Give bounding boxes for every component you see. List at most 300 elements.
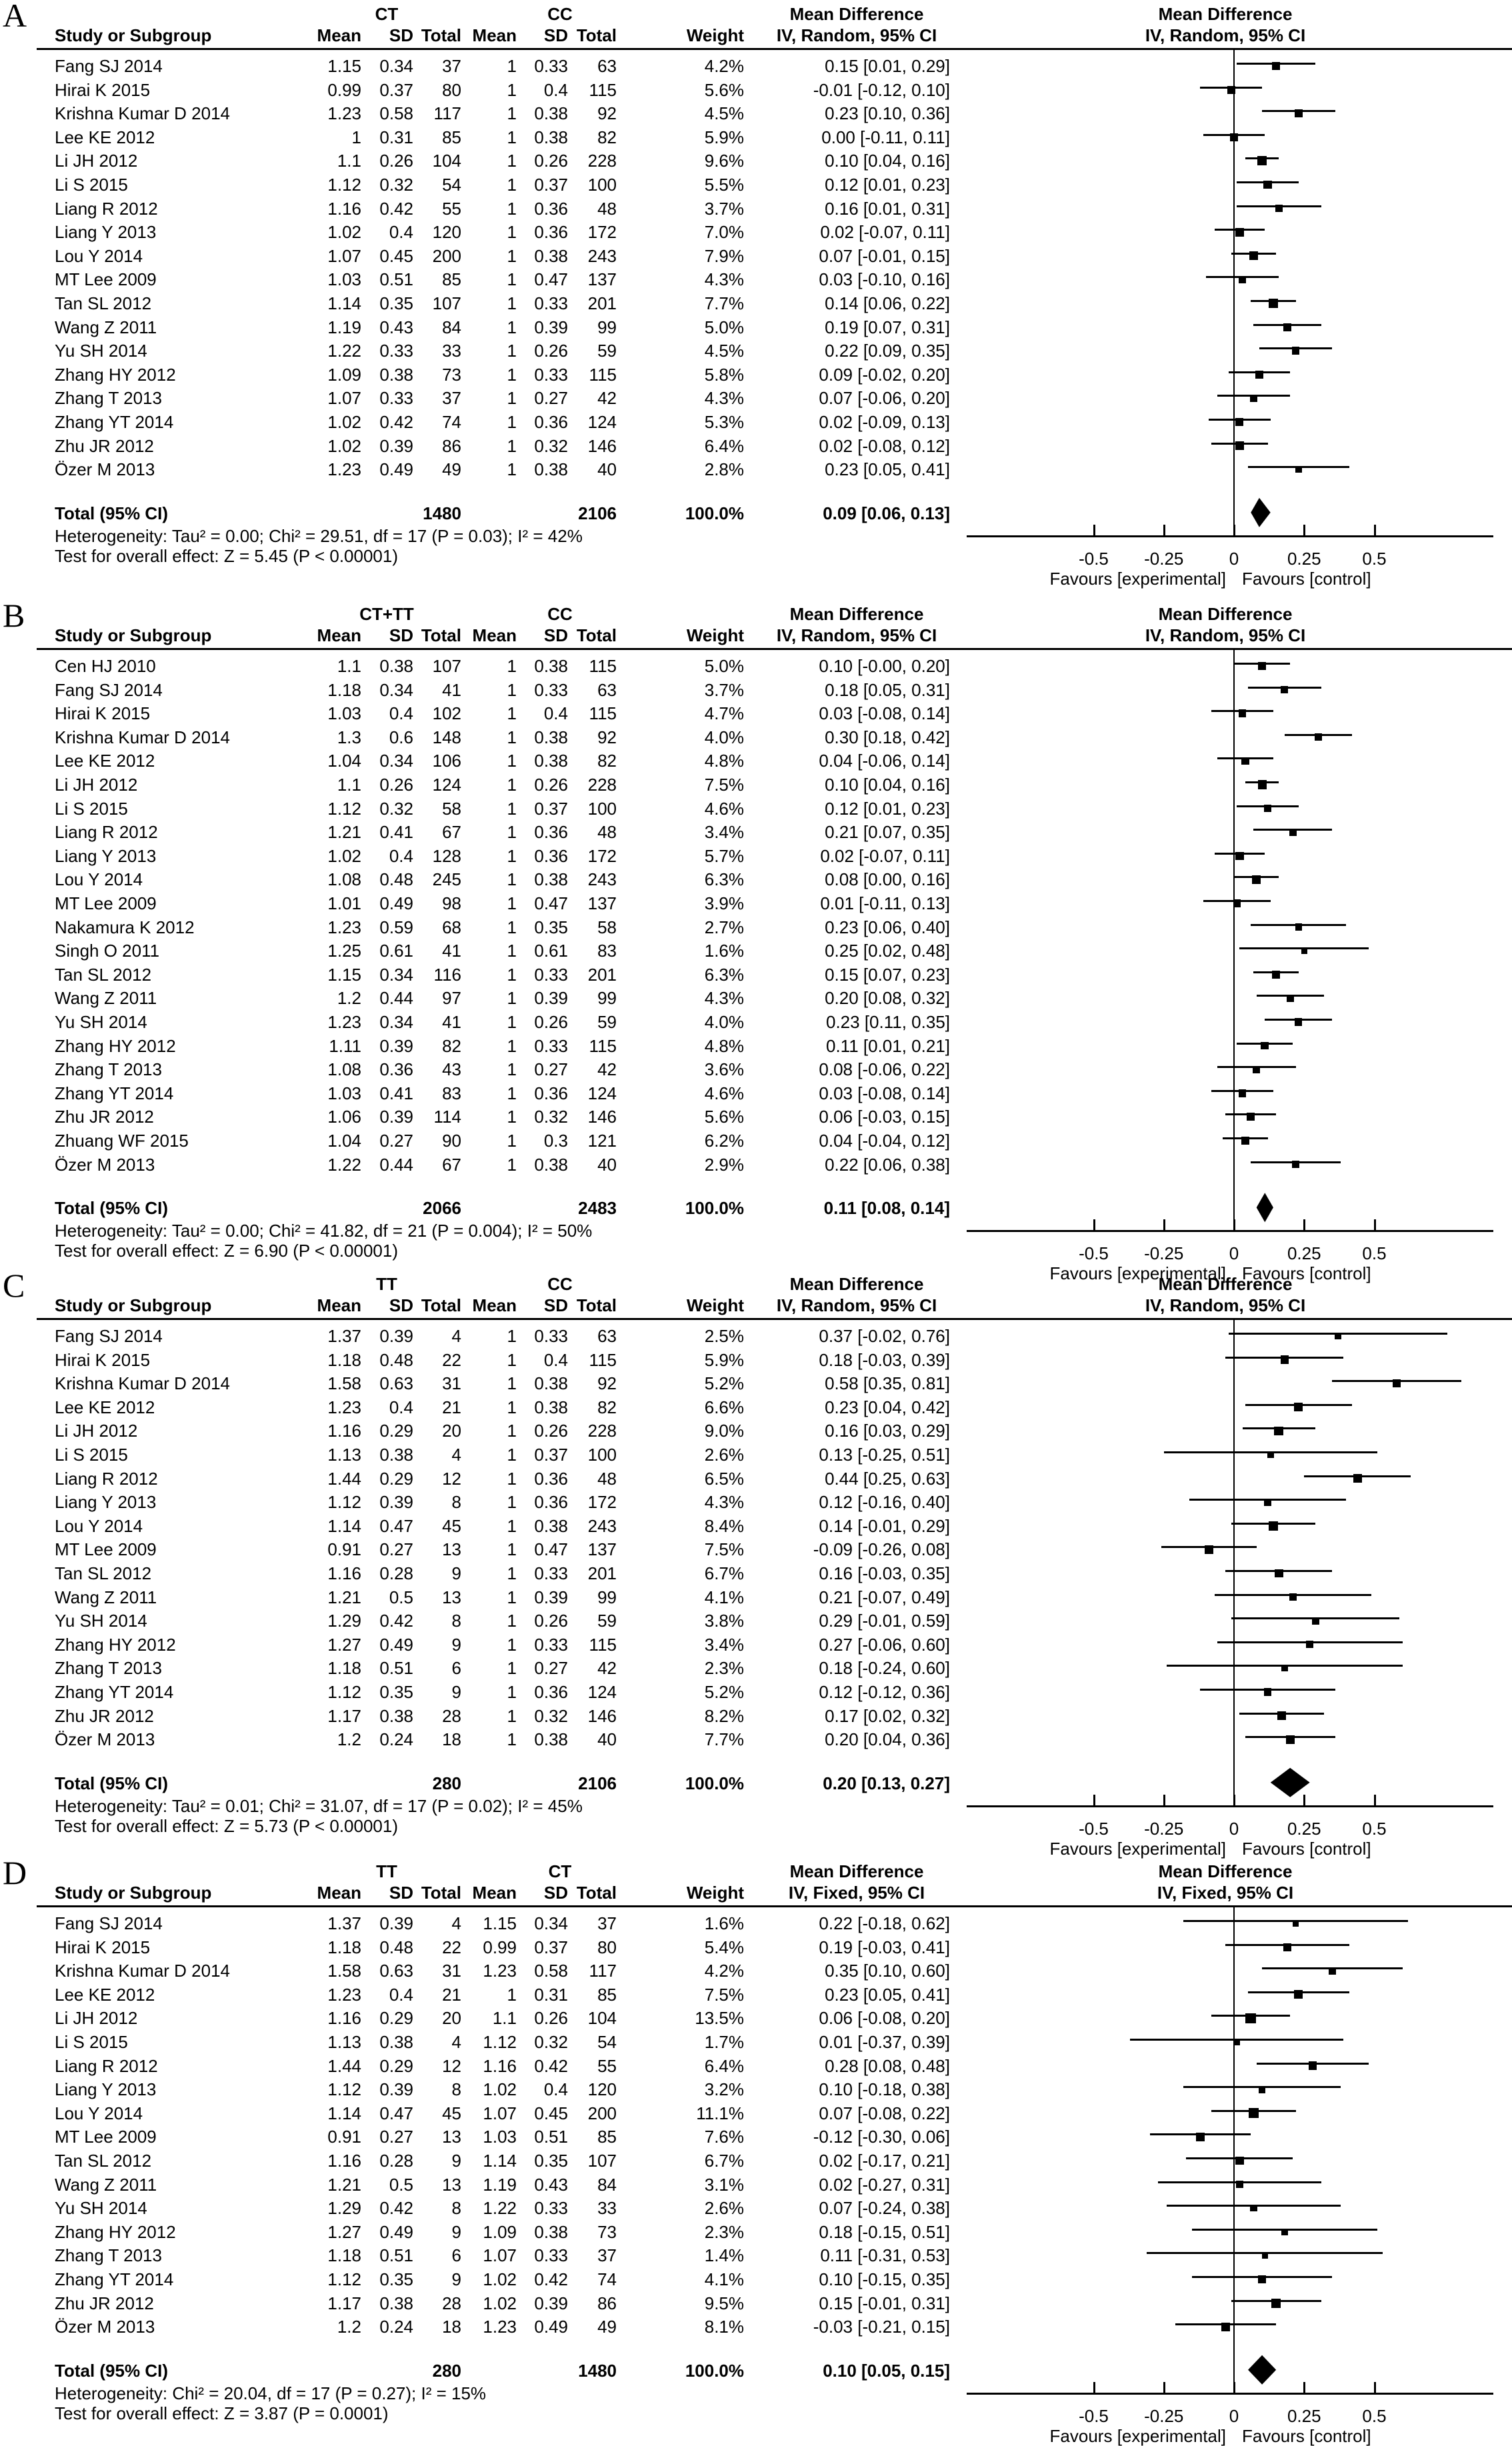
sd2-value: 0.39 <box>534 988 568 1008</box>
weight-value: 5.6% <box>705 80 744 100</box>
x-tick <box>1233 2382 1235 2394</box>
point-estimate <box>1274 1427 1283 1436</box>
md-ci-value: 0.10 [-0.00, 0.20] <box>819 656 950 676</box>
total1-value: 8 <box>452 2079 461 2099</box>
md-ci-value: 0.17 [0.02, 0.32] <box>825 1706 950 1726</box>
mean1-value: 1.02 <box>327 222 361 242</box>
x-tick-label: -0.25 <box>964 549 1364 569</box>
sd1-value: 0.31 <box>379 127 413 147</box>
md-ci-value: 0.15 [0.01, 0.29] <box>825 56 950 76</box>
weight-value: 4.3% <box>705 1492 744 1512</box>
study-name: Li JH 2012 <box>55 151 137 171</box>
total2-value: 115 <box>589 703 617 723</box>
weight-value: 5.7% <box>705 846 744 866</box>
total1-value: 6 <box>452 1658 461 1678</box>
total2-value: 137 <box>588 1539 617 1559</box>
header-rule <box>37 648 1512 650</box>
x-tick-label: -0.25 <box>964 2406 1364 2426</box>
weight-value: 6.4% <box>705 436 744 456</box>
x-tick-label: -0.25 <box>964 1243 1364 1263</box>
x-tick <box>1374 1219 1376 1231</box>
sd1-value: 0.35 <box>379 293 413 313</box>
sd1-value: 0.38 <box>379 656 413 676</box>
x-axis <box>967 535 1493 537</box>
method-col-header: IV, Random, 95% CI <box>657 25 1057 45</box>
total2-value: 99 <box>597 317 617 337</box>
total-n2: 2483 <box>578 1198 617 1218</box>
total2-value: 63 <box>597 56 617 76</box>
weight-value: 11.1% <box>696 2103 744 2123</box>
md-ci-value: 0.23 [0.10, 0.36] <box>825 103 950 123</box>
study-name: Hirai K 2015 <box>55 1937 150 1957</box>
weight-value: 3.7% <box>705 680 744 700</box>
total1-value: 104 <box>433 151 461 171</box>
point-estimate <box>1250 2205 1257 2211</box>
md-plot-header: Mean Difference <box>1025 4 1425 24</box>
sd2-value: 0.32 <box>534 1107 568 1127</box>
study-name: MT Lee 2009 <box>55 1539 157 1559</box>
mean2-value: 1 <box>507 1729 517 1749</box>
sd1-value: 0.49 <box>379 459 413 479</box>
point-estimate <box>1315 733 1322 741</box>
method-plot-header: IV, Random, 95% CI <box>1025 1295 1425 1315</box>
weight-value: 4.3% <box>705 388 744 408</box>
total1-value: 148 <box>433 727 461 747</box>
point-estimate <box>1295 109 1303 117</box>
sd2-value: 0.37 <box>534 799 568 819</box>
total2-value: 42 <box>597 388 617 408</box>
weight-value: 5.0% <box>705 317 744 337</box>
group1-header: TT <box>187 1861 587 1881</box>
weight-col-header: Weight <box>687 1295 744 1315</box>
point-estimate <box>1247 1113 1255 1121</box>
x-tick-label: -0.5 <box>894 549 1294 569</box>
total2-value: 40 <box>597 1155 617 1175</box>
study-name: Nakamura K 2012 <box>55 917 195 937</box>
mean2-value: 1.22 <box>483 2198 517 2218</box>
weight-value: 3.8% <box>705 1611 744 1631</box>
sd1-value: 0.45 <box>379 246 413 266</box>
x-tick-label: 0 <box>1034 549 1434 569</box>
header-rule <box>37 48 1512 50</box>
sd2-value: 0.4 <box>544 1350 568 1370</box>
sd2-value: 0.38 <box>534 459 568 479</box>
total-weight: 100.0% <box>685 503 744 523</box>
total1-value: 117 <box>434 103 461 123</box>
point-estimate <box>1205 1545 1213 1554</box>
overall-effect-text: Test for overall effect: Z = 5.45 (P < 0.00001) <box>55 546 398 566</box>
total2-value: 92 <box>597 103 617 123</box>
total2-value: 115 <box>589 80 617 100</box>
total1-value: 9 <box>452 1635 461 1655</box>
method-col-header: IV, Random, 95% CI <box>657 1295 1057 1315</box>
sd2-value: 0.33 <box>534 1563 568 1583</box>
sd1-value: 0.26 <box>379 775 413 795</box>
study-name: Singh O 2011 <box>55 941 159 961</box>
sd2-value: 0.47 <box>534 269 568 289</box>
study-name: Zhu JR 2012 <box>55 2293 154 2313</box>
total1-value: 41 <box>442 1012 461 1032</box>
point-estimate <box>1289 829 1297 836</box>
total2-value: 55 <box>597 2056 617 2076</box>
sd1-value: 0.61 <box>379 941 413 961</box>
weight-value: 7.7% <box>705 1729 744 1749</box>
mean1-value: 1.17 <box>327 1706 361 1726</box>
point-estimate <box>1283 323 1291 331</box>
sd2-value: 0.33 <box>534 680 568 700</box>
md-ci-value: 0.10 [0.04, 0.16] <box>825 775 950 795</box>
study-name: Liang R 2012 <box>55 199 158 219</box>
total1-value: 107 <box>433 656 461 676</box>
mean2-value: 1.03 <box>483 2127 517 2147</box>
md-ci-value: 0.18 [-0.24, 0.60] <box>819 1658 950 1678</box>
total1-col-header: Total <box>421 1295 461 1315</box>
mean2-value: 1 <box>507 1492 517 1512</box>
total1-value: 106 <box>433 751 461 771</box>
md-ci-value: -0.12 [-0.30, 0.06] <box>813 2127 950 2147</box>
total-weight: 100.0% <box>685 2361 744 2381</box>
mean2-value: 1 <box>507 1706 517 1726</box>
md-ci-value: 0.19 [-0.03, 0.41] <box>819 1937 950 1957</box>
study-name: Liang R 2012 <box>55 1469 158 1489</box>
point-estimate <box>1295 1018 1302 1025</box>
mean1-value: 1.16 <box>327 1421 361 1441</box>
mean2-value: 1 <box>507 127 517 147</box>
study-name: Cen HJ 2010 <box>55 656 156 676</box>
mean1-value: 1.17 <box>327 2293 361 2313</box>
pooled-diamond-icon <box>0 0 1 1</box>
point-estimate <box>1241 1137 1249 1145</box>
mean1-value: 1.15 <box>327 56 361 76</box>
mean2-value: 1 <box>507 1155 517 1175</box>
x-tick-label: -0.25 <box>964 1819 1364 1839</box>
sd2-value: 0.38 <box>534 1397 568 1417</box>
sd1-value: 0.28 <box>379 1563 413 1583</box>
study-name: Yu SH 2014 <box>55 341 147 361</box>
point-estimate <box>1235 441 1244 450</box>
mean2-value: 1 <box>507 293 517 313</box>
sd2-value: 0.38 <box>534 103 568 123</box>
weight-value: 3.2% <box>705 2079 744 2099</box>
md-ci-value: 0.44 [0.25, 0.63] <box>825 1469 950 1489</box>
favours-control-label: Favours [control] <box>1242 2426 1371 2446</box>
point-estimate <box>1258 780 1267 789</box>
x-tick <box>1233 525 1235 537</box>
md-ci-value: 0.37 [-0.02, 0.76] <box>819 1326 950 1346</box>
zero-line <box>1233 648 1235 1230</box>
mean1-value: 1.12 <box>327 1682 361 1702</box>
x-tick-label: 0.5 <box>1175 2406 1512 2426</box>
total2-value: 33 <box>597 2198 617 2218</box>
study-name: Lee KE 2012 <box>55 751 155 771</box>
weight-value: 4.5% <box>705 341 744 361</box>
weight-value: 2.6% <box>705 1445 744 1465</box>
group2-header: CC <box>360 1274 760 1294</box>
study-name: Krishna Kumar D 2014 <box>55 1373 230 1393</box>
total2-value: 115 <box>589 656 617 676</box>
md-ci-value: 0.13 [-0.25, 0.51] <box>819 1445 950 1465</box>
mean1-value: 1.14 <box>327 293 361 313</box>
mean1-value: 1.1 <box>337 656 361 676</box>
point-estimate <box>1293 1920 1299 1926</box>
sd1-value: 0.4 <box>389 846 413 866</box>
mean2-value: 1 <box>507 680 517 700</box>
mean2-value: 1.1 <box>493 2008 517 2028</box>
md-ci-value: 0.02 [-0.09, 0.13] <box>819 412 950 432</box>
weight-col-header: Weight <box>687 25 744 45</box>
total1-value: 4 <box>452 1445 461 1465</box>
heterogeneity-text: Heterogeneity: Tau² = 0.00; Chi² = 41.82, df = 21 (P = 0.004); I² = 50% <box>55 1221 592 1241</box>
mean1-value: 1.12 <box>327 1492 361 1512</box>
mean2-value: 1 <box>507 1131 517 1151</box>
mean1-value: 1.03 <box>327 269 361 289</box>
mean2-value: 1.19 <box>483 2175 517 2195</box>
point-estimate <box>1262 2253 1268 2259</box>
sd2-value: 0.58 <box>534 1961 568 1981</box>
study-name: Lou Y 2014 <box>55 869 143 889</box>
total-n1: 280 <box>433 2361 461 2381</box>
sd2-value: 0.34 <box>534 1913 568 1933</box>
study-name: Zhang T 2013 <box>55 1059 162 1079</box>
weight-value: 2.8% <box>705 459 744 479</box>
weight-value: 7.0% <box>705 222 744 242</box>
weight-value: 8.2% <box>705 1706 744 1726</box>
study-name: Yu SH 2014 <box>55 1012 147 1032</box>
sd1-value: 0.48 <box>379 869 413 889</box>
sd2-value: 0.37 <box>534 1445 568 1465</box>
weight-value: 4.6% <box>705 799 744 819</box>
weight-value: 2.5% <box>705 1326 744 1346</box>
x-tick <box>1233 1795 1235 1807</box>
x-tick-label: -0.5 <box>894 1243 1294 1263</box>
total2-value: 146 <box>588 1706 617 1726</box>
sd2-value: 0.26 <box>534 341 568 361</box>
sd1-value: 0.35 <box>379 1682 413 1702</box>
total1-value: 9 <box>452 2151 461 2171</box>
weight-value: 2.9% <box>705 1155 744 1175</box>
study-name: Liang Y 2013 <box>55 222 156 242</box>
sd2-value: 0.27 <box>534 1658 568 1678</box>
mean1-value: 1.18 <box>327 1937 361 1957</box>
sd2-value: 0.36 <box>534 846 568 866</box>
panel-letter: D <box>3 1853 27 1892</box>
sd1-value: 0.29 <box>379 1421 413 1441</box>
point-estimate <box>1267 1451 1274 1458</box>
mean2-col-header: Mean <box>473 625 517 645</box>
sd1-value: 0.48 <box>379 1937 413 1957</box>
sd1-value: 0.34 <box>379 1012 413 1032</box>
md-ci-value: 0.08 [-0.06, 0.22] <box>819 1059 950 1079</box>
point-estimate <box>1252 875 1261 884</box>
mean1-value: 1.25 <box>327 941 361 961</box>
total2-value: 85 <box>597 2127 617 2147</box>
total2-value: 48 <box>597 822 617 842</box>
total2-value: 59 <box>597 1012 617 1032</box>
mean2-value: 1 <box>507 846 517 866</box>
sd1-value: 0.24 <box>379 2317 413 2337</box>
md-ci-value: 0.11 [-0.31, 0.53] <box>820 2245 950 2265</box>
study-name: Lee KE 2012 <box>55 1985 155 2005</box>
total1-value: 9 <box>452 1563 461 1583</box>
total2-value: 48 <box>597 199 617 219</box>
x-tick <box>1093 525 1095 537</box>
sd1-value: 0.47 <box>379 2103 413 2123</box>
sd1-value: 0.51 <box>379 2245 413 2265</box>
point-estimate <box>1294 1403 1303 1411</box>
mean1-value: 1.18 <box>327 2245 361 2265</box>
point-estimate <box>1329 1967 1336 1975</box>
point-estimate <box>1255 371 1263 379</box>
sd2-value: 0.32 <box>534 436 568 456</box>
total1-value: 4 <box>452 2032 461 2052</box>
mean1-value: 1.19 <box>327 317 361 337</box>
sd2-value: 0.38 <box>534 246 568 266</box>
total2-value: 115 <box>589 1350 617 1370</box>
sd2-value: 0.47 <box>534 893 568 913</box>
point-estimate <box>1281 1355 1289 1363</box>
md-ci-value: 0.03 [-0.10, 0.16] <box>819 269 950 289</box>
total2-value: 137 <box>588 893 617 913</box>
mean2-value: 1 <box>507 893 517 913</box>
mean2-value: 1 <box>507 175 517 195</box>
mean1-value: 1.02 <box>327 412 361 432</box>
heterogeneity-text: Heterogeneity: Tau² = 0.01; Chi² = 31.07, df = 17 (P = 0.02); I² = 45% <box>55 1796 583 1816</box>
point-estimate <box>1221 2323 1230 2331</box>
sd1-value: 0.42 <box>379 199 413 219</box>
total2-value: 59 <box>597 1611 617 1631</box>
group1-header: CT+TT <box>187 604 587 624</box>
study-name: Tan SL 2012 <box>55 1563 151 1583</box>
mean2-value: 1 <box>507 269 517 289</box>
mean1-value: 1.08 <box>327 869 361 889</box>
sd1-value: 0.34 <box>379 751 413 771</box>
x-tick-label: 0.5 <box>1175 1243 1512 1263</box>
mean1-value: 1.08 <box>327 1059 361 1079</box>
total1-value: 13 <box>442 2127 461 2147</box>
total1-value: 67 <box>442 822 461 842</box>
total1-value: 13 <box>442 1539 461 1559</box>
total1-value: 128 <box>433 846 461 866</box>
x-tick <box>1303 1219 1305 1231</box>
sd2-value: 0.38 <box>534 1729 568 1749</box>
mean2-value: 1 <box>507 151 517 171</box>
md-ci-value: 0.35 [0.10, 0.60] <box>825 1961 950 1981</box>
group2-header: CC <box>360 604 760 624</box>
weight-value: 4.1% <box>705 2269 744 2289</box>
total1-value: 58 <box>442 799 461 819</box>
mean1-value: 1.18 <box>327 680 361 700</box>
md-ci-value: 0.02 [-0.07, 0.11] <box>820 846 950 866</box>
panel-letter: C <box>3 1266 25 1305</box>
sd2-value: 0.38 <box>534 751 568 771</box>
sd2-value: 0.39 <box>534 1587 568 1607</box>
total2-value: 37 <box>597 2245 617 2265</box>
weight-value: 9.6% <box>705 151 744 171</box>
total-weight: 100.0% <box>685 1198 744 1218</box>
total2-value: 63 <box>597 680 617 700</box>
total1-value: 6 <box>452 2245 461 2265</box>
weight-value: 5.2% <box>705 1373 744 1393</box>
mean1-value: 1.21 <box>327 822 361 842</box>
sd1-value: 0.36 <box>379 1059 413 1079</box>
point-estimate <box>1269 1521 1278 1531</box>
mean2-value: 1 <box>507 388 517 408</box>
x-tick-label: -0.5 <box>894 1819 1294 1839</box>
mean2-value: 1 <box>507 1059 517 1079</box>
sd1-value: 0.63 <box>379 1961 413 1981</box>
sd1-value: 0.38 <box>379 1445 413 1465</box>
weight-value: 5.0% <box>705 656 744 676</box>
point-estimate <box>1294 1990 1303 1999</box>
mean1-col-header: Mean <box>317 625 361 645</box>
md-ci-value: 0.22 [0.06, 0.38] <box>825 1155 950 1175</box>
sd1-value: 0.32 <box>379 175 413 195</box>
point-estimate <box>1271 2299 1281 2308</box>
study-name: Tan SL 2012 <box>55 293 151 313</box>
sd1-value: 0.29 <box>379 1469 413 1489</box>
mean2-value: 1 <box>507 703 517 723</box>
weight-value: 6.3% <box>705 965 744 985</box>
mean2-value: 1 <box>507 1611 517 1631</box>
study-name: Li S 2015 <box>55 2032 128 2052</box>
method-plot-header: IV, Random, 95% CI <box>1025 25 1425 45</box>
total1-value: 85 <box>442 127 461 147</box>
sd2-value: 0.4 <box>544 2079 568 2099</box>
total-weight: 100.0% <box>685 1773 744 1793</box>
mean1-value: 1.27 <box>327 1635 361 1655</box>
weight-value: 2.6% <box>705 2198 744 2218</box>
weight-value: 5.2% <box>705 1682 744 1702</box>
total1-value: 12 <box>442 1469 461 1489</box>
point-estimate <box>1306 1641 1313 1648</box>
sd1-value: 0.41 <box>379 822 413 842</box>
weight-value: 7.5% <box>705 775 744 795</box>
sd2-value: 0.37 <box>534 175 568 195</box>
total2-value: 100 <box>588 799 617 819</box>
sd2-value: 0.36 <box>534 1083 568 1103</box>
mean1-value: 0.91 <box>327 1539 361 1559</box>
weight-value: 5.8% <box>705 365 744 385</box>
weight-value: 1.4% <box>705 2245 744 2265</box>
mean1-value: 1.13 <box>327 2032 361 2052</box>
study-name: Zhang YT 2014 <box>55 412 173 432</box>
favours-control-label: Favours [control] <box>1242 1263 1371 1283</box>
study-name: Zhuang WF 2015 <box>55 1131 189 1151</box>
total-n1: 2066 <box>423 1198 461 1218</box>
mean2-value: 1.07 <box>483 2245 517 2265</box>
point-estimate <box>1259 2086 1266 2093</box>
weight-value: 5.9% <box>705 1350 744 1370</box>
study-name: Krishna Kumar D 2014 <box>55 1961 230 1981</box>
weight-value: 1.6% <box>705 1913 744 1933</box>
total1-value: 114 <box>434 1107 461 1127</box>
mean1-value: 1.14 <box>327 1516 361 1536</box>
md-ci-value: 0.07 [-0.01, 0.15] <box>819 246 950 266</box>
mean2-value: 1 <box>507 869 517 889</box>
total2-value: 228 <box>588 151 617 171</box>
md-ci-value: 0.25 [0.02, 0.48] <box>825 941 950 961</box>
sd2-value: 0.32 <box>534 1706 568 1726</box>
study-name: Krishna Kumar D 2014 <box>55 727 230 747</box>
md-ci-value: 0.20 [0.04, 0.36] <box>825 1729 950 1749</box>
mean2-value: 1 <box>507 1012 517 1032</box>
study-col-header: Study or Subgroup <box>55 625 211 645</box>
sd1-value: 0.28 <box>379 2151 413 2171</box>
study-name: Zhang T 2013 <box>55 2245 162 2265</box>
md-ci-value: 0.06 [-0.08, 0.20] <box>819 2008 950 2028</box>
total2-value: 100 <box>588 175 617 195</box>
total2-value: 243 <box>588 869 617 889</box>
